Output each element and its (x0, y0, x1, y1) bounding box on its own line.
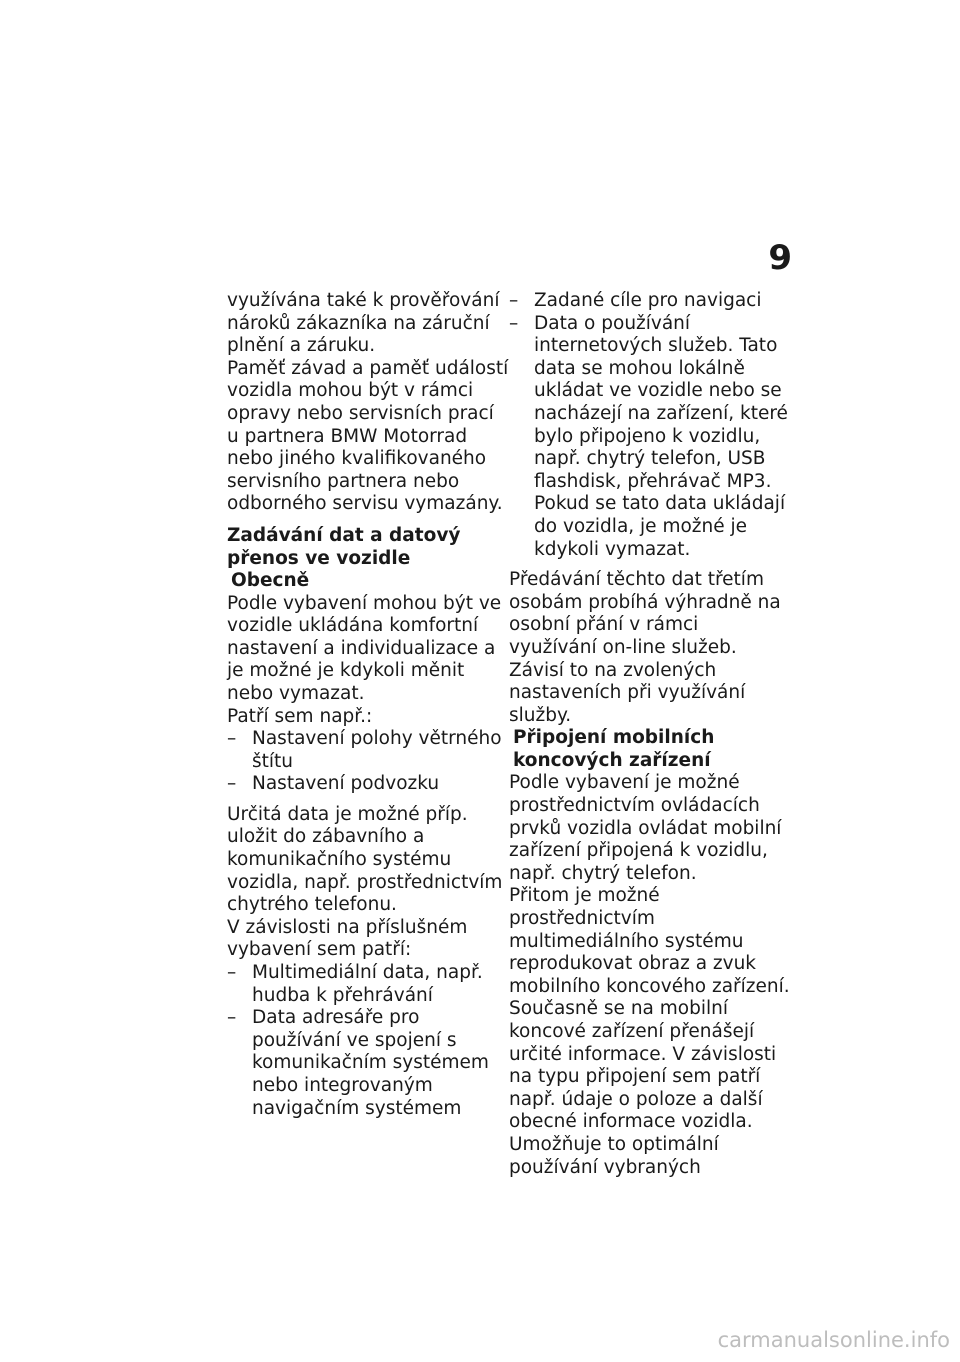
list-item: – Nastavení podvozku (227, 773, 440, 795)
paragraph: Určitá data je možné příp. uložit do zábavního a komunikačního systému vozidla, např. prostřednictvím chytrého telefonu. (227, 803, 503, 916)
subsection-heading: Obecně (231, 569, 310, 591)
list-item: – Data o používání internetových služeb. Tato data se mohou lokálně ukládat ve vozidle nebo se nacházejí na zařízení, které bylo připojeno k vozidlu, např. chytrý telefon, USB flashdisk, přehrávač MP3. Pokud se tato data ukládají do vozidla, je možné je kdykoli vymazat. (509, 312, 788, 560)
left-column (227, 290, 509, 1120)
page-number: 9 (768, 238, 792, 278)
subsection-heading: Připojení mobilních koncových zařízení (513, 727, 715, 771)
paragraph: využívána také k prověřování nároků zákazníka na záruční plnění a záruku. (227, 290, 500, 357)
paragraph: V závislosti na příslušném vybavení sem patří: (227, 916, 468, 961)
section-heading: Zadávání dat a datový přenos ve vozidle (227, 524, 461, 569)
bullet-list (227, 962, 509, 1120)
paragraph: Podle vybavení je možné prostřednictvím ovládacích prvků vozidla ovládat mobilní zařízení připojená k vozidlu, např. chytrý telefon. (509, 772, 782, 884)
bullet-list (509, 290, 791, 561)
right-column (509, 290, 791, 1179)
paragraph: Patří sem např.: (227, 705, 373, 727)
paragraph: Přitom je možné prostřednictvím multimediálního systému reprodukovat obraz a zvuk mobilního koncového zařízení. Současně se na mobilní koncové zařízení přenášejí určité informace. V závislosti na typu připojení sem patří např. údaje o poloze a další obecné informace vozidla. Umožňuje to optimální používání vybraných (509, 885, 790, 1178)
list-item: – Nastavení polohy větrného štítu (227, 728, 502, 772)
bullet-list (227, 728, 509, 796)
list-item: – Data adresáře pro používání ve spojení s komunikačním systémem nebo integrovaným navigačním systémem (227, 1007, 489, 1119)
paragraph: Paměť závad a paměť událostí vozidla mohou být v rámci opravy nebo servisních prací u partnera BMW Motorrad nebo jiného kvalifikovaného servisního partnera nebo odborného servisu vymazány. (227, 357, 509, 515)
list-item: – Multimediální data, např. hudba k přehrávání (227, 962, 483, 1006)
paragraph: Podle vybavení mohou být ve vozidle ukládána komfortní nastavení a individualizace a je možné je kdykoli měnit nebo vymazat. (227, 592, 502, 704)
list-item: – Zadané cíle pro navigaci (509, 290, 762, 311)
watermark: carmanualsonline.info (717, 1328, 950, 1352)
paragraph: Předávání těchto dat třetím osobám probíhá výhradně na osobní přání v rámci využívání on-line služeb. Závisí to na zvolených nastaveních při využívání služby. (509, 569, 781, 726)
